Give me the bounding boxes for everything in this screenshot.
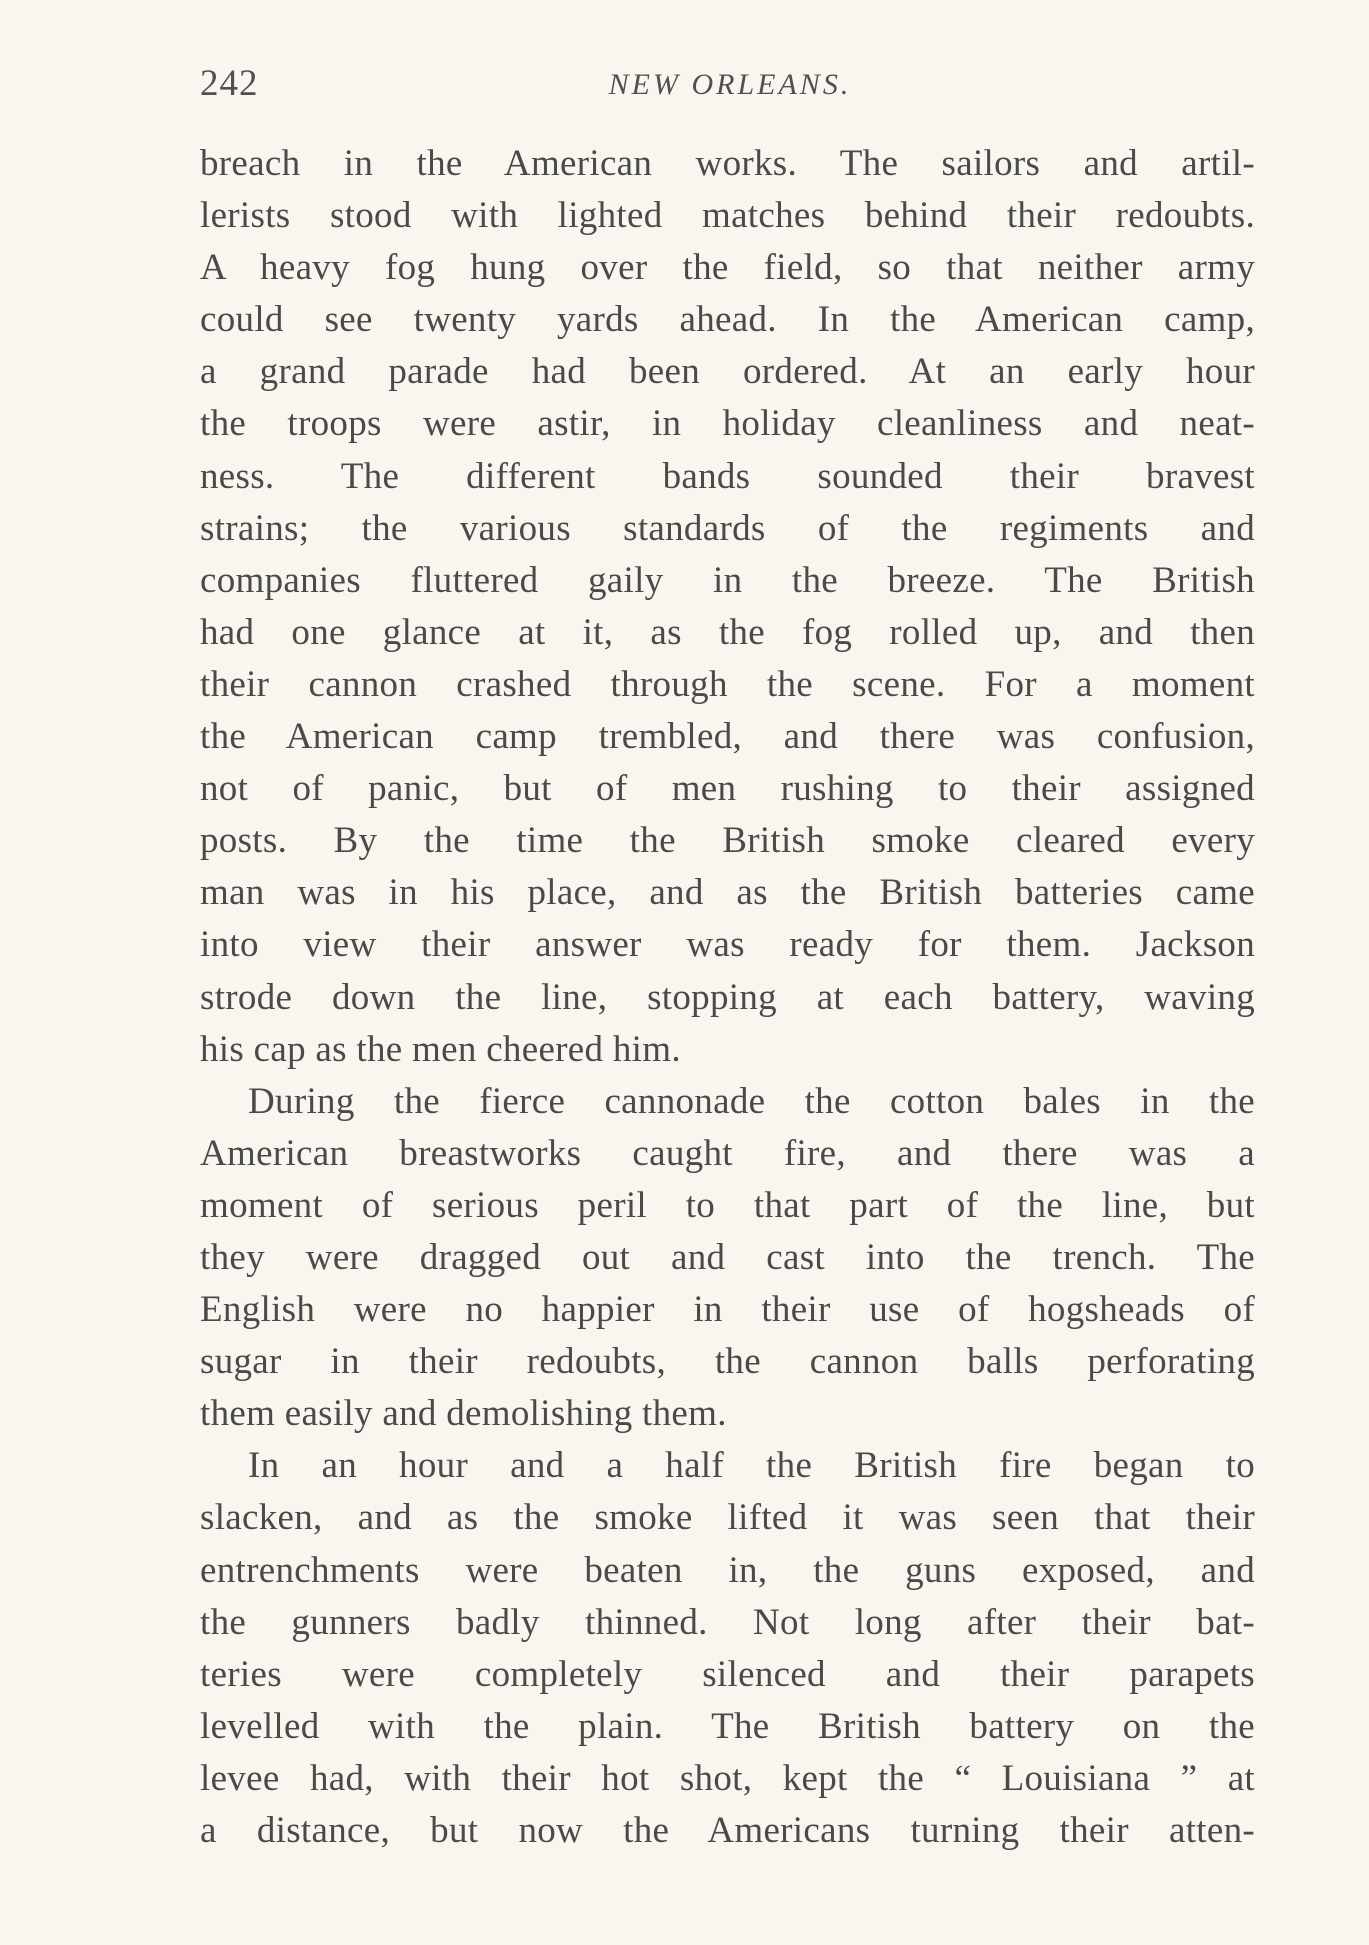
text-line: companies fluttered gaily in the breeze. The British [200,559,1255,601]
text-line: breach in the American works. The sailors and artil- [200,143,1255,184]
text-line: a grand parade had been ordered. At an early hour [200,351,1255,393]
text-line: man was in his place, and as the British batteries came [200,872,1255,914]
text-line: a distance, but now the Americans turning their atten- [200,1810,1255,1851]
text-line: they were dragged out and cast into the trench. The [200,1236,1255,1278]
text-line: sugar in their redoubts, the cannon balls perforating [200,1341,1255,1383]
page-number: 242 [200,63,259,104]
text-line: his cap as the men cheered him. [200,1028,681,1070]
body-text [200,138,1255,1857]
text-line: lerists stood with lighted matches behind their redoubts. [200,195,1255,237]
text-line: American breastworks caught fire, and there was a [200,1132,1255,1174]
running-title: NEW ORLEANS. [608,68,852,101]
text-line: the gunners badly thinned. Not long after their bat- [200,1601,1255,1643]
text-line: levelled with the plain. The British battery on the [200,1705,1255,1747]
text-line: posts. By the time the British smoke cleared every [200,820,1255,862]
text-line: them easily and demolishing them. [200,1393,727,1435]
running-head [200,62,1260,122]
text-line: In an hour and a half the British fire began to [248,1445,1255,1487]
text-line: the troops were astir, in holiday cleanliness and neat- [200,403,1255,445]
text-line: their cannon crashed through the scene. For a moment [200,663,1255,705]
text-line: During the fierce cannonade the cotton bales in the [248,1080,1255,1122]
text-line: moment of serious peril to that part of the line, but [200,1184,1255,1226]
text-line: could see twenty yards ahead. In the American camp, [200,299,1255,341]
text-line: English were no happier in their use of hogsheads of [200,1289,1255,1331]
text-line: A heavy fog hung over the field, so that neither army [200,247,1255,289]
text-line: not of panic, but of men rushing to their assigned [200,768,1255,810]
text-line: strains; the various standards of the regiments and [200,507,1255,549]
text-line: the American camp trembled, and there was confusion, [200,716,1255,758]
text-line: ness. The different bands sounded their bravest [200,455,1255,497]
text-line: slacken, and as the smoke lifted it was seen that their [200,1497,1255,1539]
text-line: entrenchments were beaten in, the guns exposed, and [200,1549,1255,1591]
text-line: levee had, with their hot shot, kept the “ Louisiana ” at [200,1757,1255,1799]
text-line: into view their answer was ready for them. Jackson [200,924,1255,966]
text-line: teries were completely silenced and their parapets [200,1653,1255,1695]
text-line: had one glance at it, as the fog rolled up, and then [200,611,1255,653]
text-line: strode down the line, stopping at each battery, waving [200,976,1255,1018]
